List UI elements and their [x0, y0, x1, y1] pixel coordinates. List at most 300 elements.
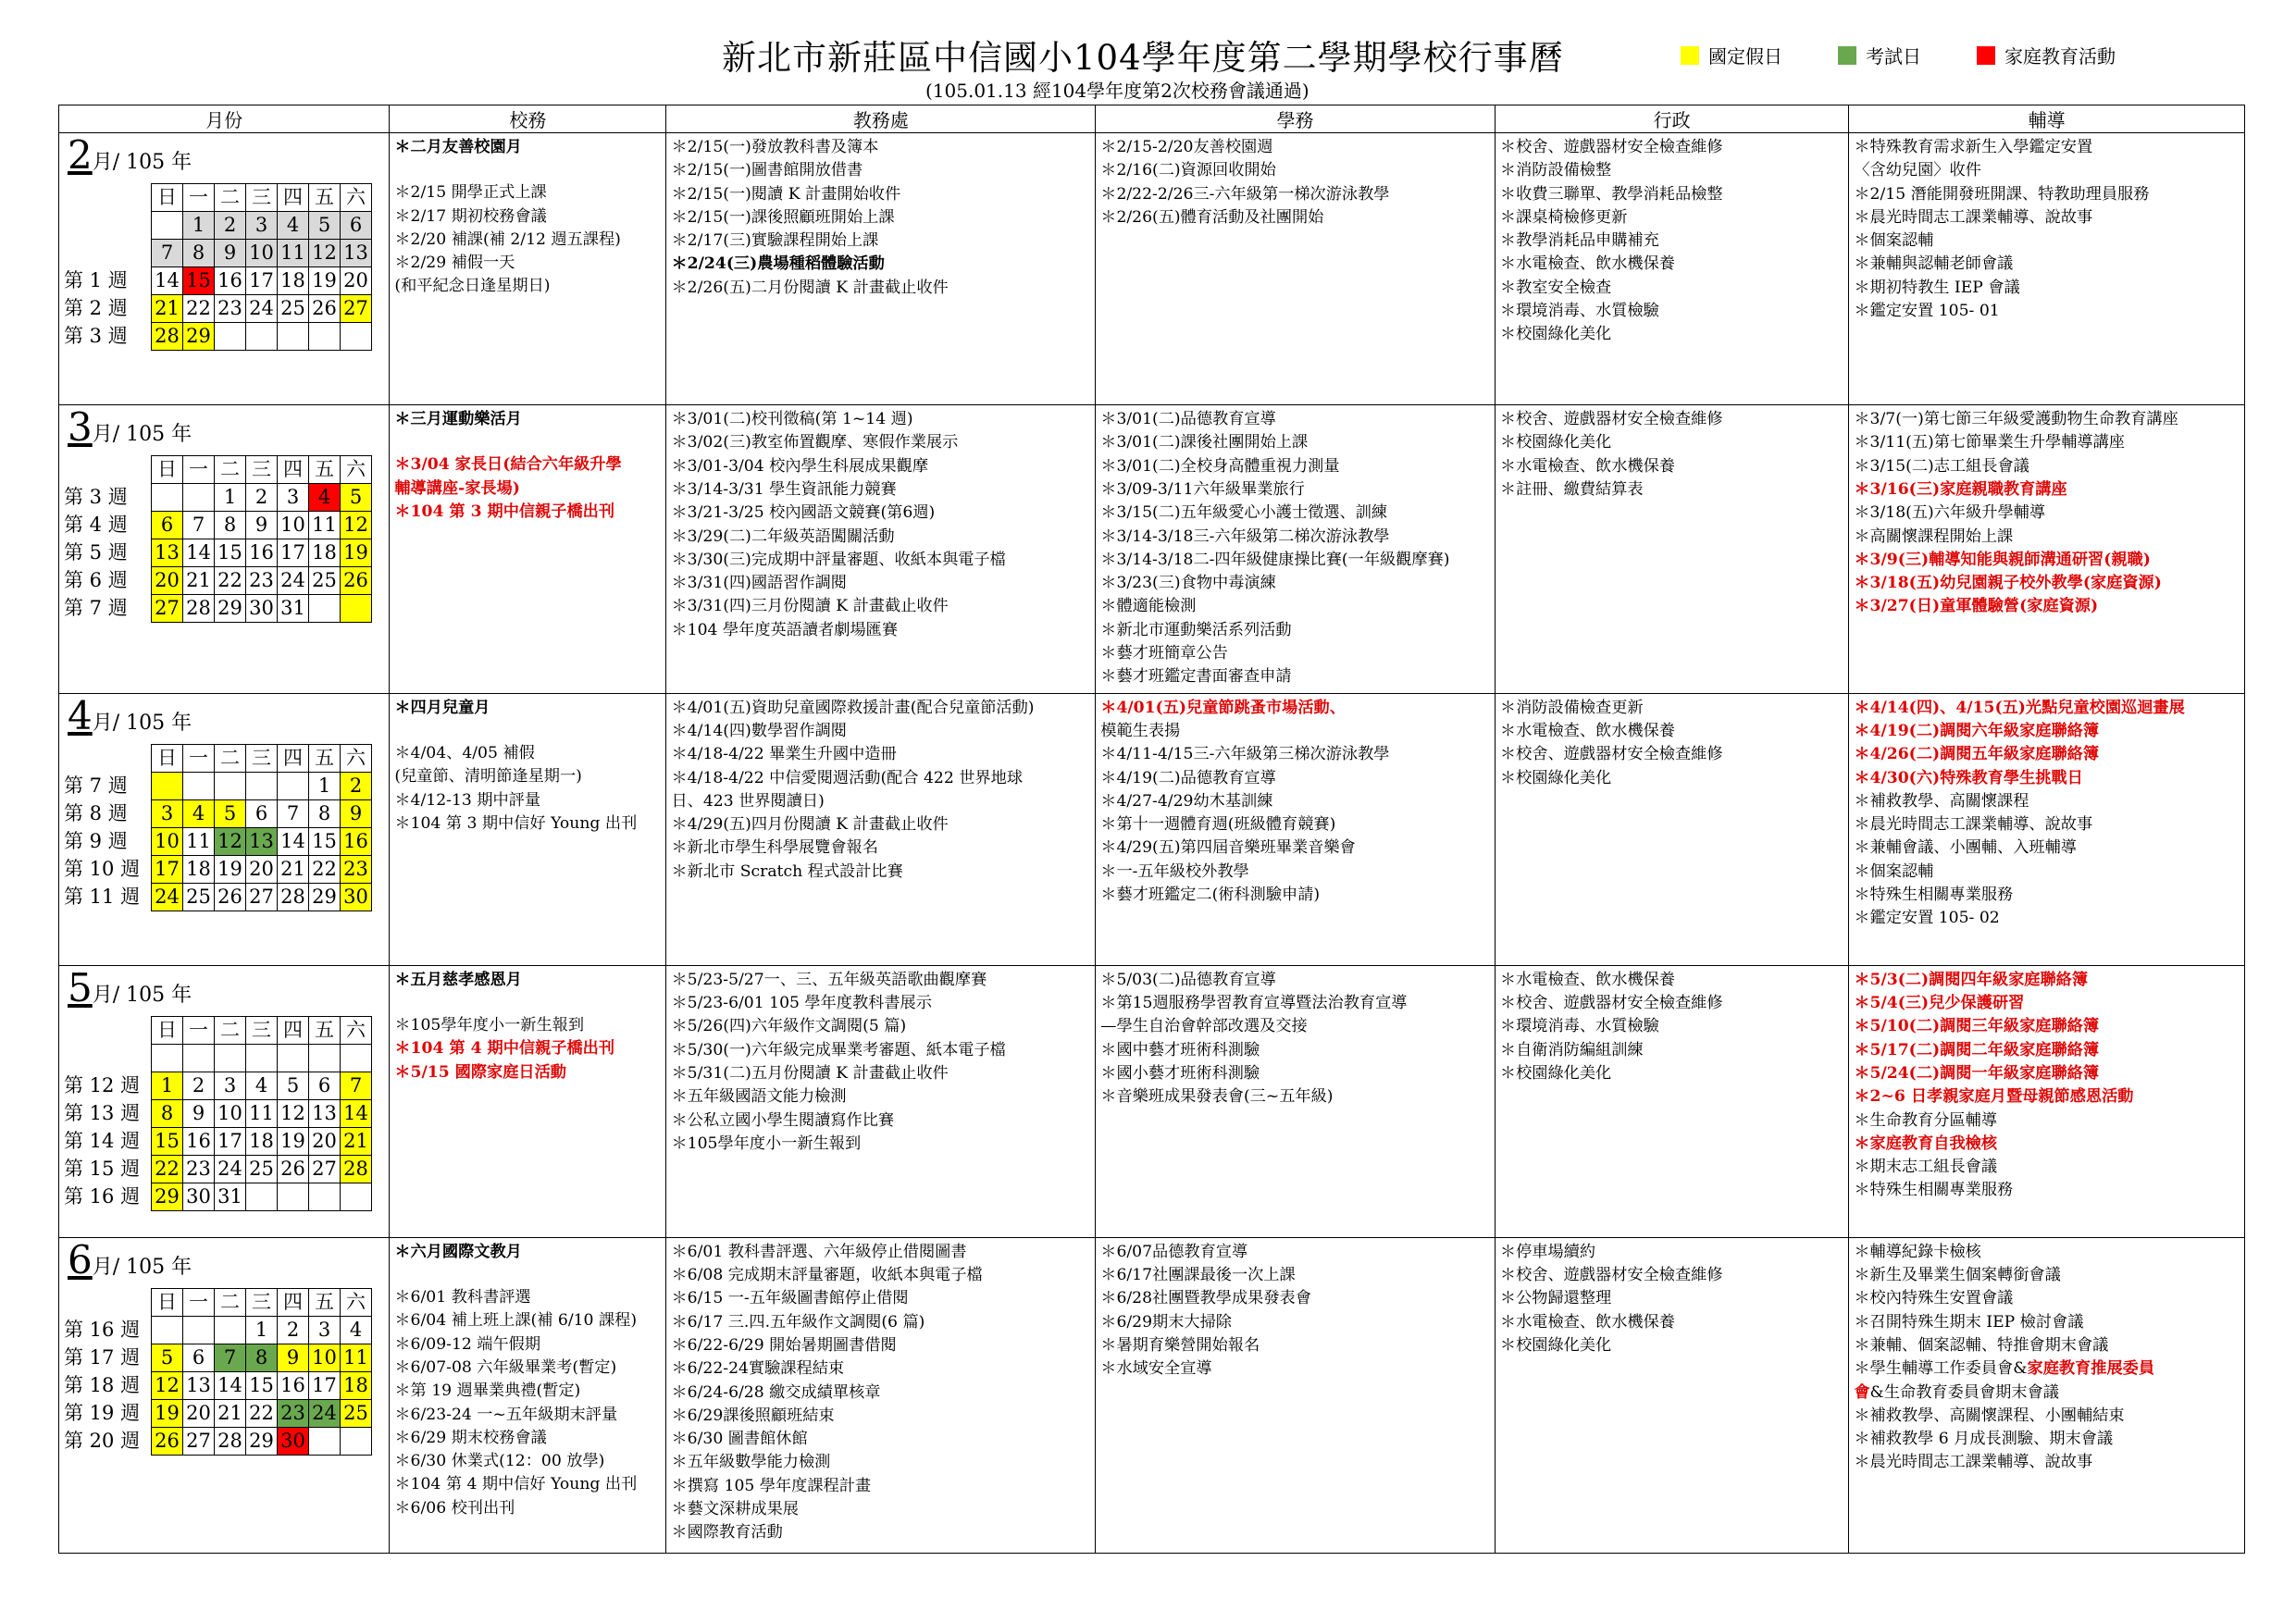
week-label: 第 14 週: [64, 1129, 141, 1152]
day-cell: 14: [215, 1372, 246, 1400]
day-cell: 19: [278, 1128, 309, 1156]
event-item: ＊3/7(一)第七節三年級愛護動物生命教育講座: [1854, 410, 2178, 429]
event-item: ＊6/07品德教育宣導: [1100, 1242, 1248, 1261]
day-cell: [309, 1183, 341, 1211]
day-cell: 13: [341, 240, 372, 267]
event-item: ＊特殊生相關專業服務: [1854, 1181, 2014, 1200]
day-cell: [341, 595, 372, 623]
academic-affairs-cell: [666, 1237, 1096, 1553]
event-item: [394, 992, 661, 1014]
weekday-header: 三: [246, 1017, 278, 1045]
day-cell: 19: [152, 1400, 183, 1428]
event-item: ＊3/31(四)國語習作調閱: [671, 574, 847, 593]
week-label: [64, 240, 152, 267]
event-item: ＊晨光時間志工課業輔導、說故事: [1854, 207, 2093, 227]
day-cell: 23: [183, 1156, 215, 1183]
week-label: 第 1 週: [64, 269, 128, 292]
day-cell: [215, 323, 246, 351]
event-item: [394, 720, 661, 742]
day-cell: 3: [215, 1072, 246, 1100]
academic-affairs-cell: [666, 965, 1096, 1237]
day-cell: 25: [278, 295, 309, 323]
month-cell: [59, 1237, 390, 1553]
week-label: 第 7 週: [64, 774, 128, 797]
day-cell: 15: [309, 827, 341, 855]
day-cell: [183, 1045, 215, 1072]
day-cell: 17: [278, 539, 309, 567]
day-cell: [341, 323, 372, 351]
week-label: 第 3 週: [64, 325, 128, 348]
event-item: (兒童節、清明節逢星期一): [394, 767, 582, 787]
week-label: [64, 456, 152, 484]
day-cell: 5: [278, 1072, 309, 1100]
day-cell: 31: [278, 595, 309, 623]
day-cell: [152, 484, 183, 512]
month-cell: [59, 133, 390, 405]
event-item: ＊6/01 教科書評選: [394, 1288, 531, 1307]
event-item: ＊5/24(二)調閱一年級家庭聯絡簿: [1854, 1063, 2100, 1083]
day-cell: 6: [246, 799, 278, 827]
day-cell: [183, 484, 215, 512]
event-item: 模範生表揚: [1100, 721, 1181, 740]
day-cell: 8: [309, 799, 341, 827]
day-cell: 19: [341, 539, 372, 567]
day-cell: 19: [215, 855, 246, 883]
student-affairs-cell: [1096, 133, 1496, 405]
day-cell: [278, 1183, 309, 1211]
month-year-label: 月/ 105 年: [92, 711, 192, 735]
event-item: [1854, 1357, 2240, 1381]
day-cell: 21: [183, 567, 215, 595]
weekday-header: 六: [341, 184, 372, 212]
month-number: 3: [68, 404, 93, 451]
day-cell: 7: [278, 799, 309, 827]
day-cell: 7: [215, 1344, 246, 1372]
day-cell: 29: [152, 1183, 183, 1211]
event-item: ＊6/23-24 一~五年級期末評量: [394, 1405, 618, 1424]
day-cell: 28: [341, 1156, 372, 1183]
event-item: ＊105學年度小一新生報到: [394, 1016, 585, 1035]
event-item: ＊6/30 休業式(12：00 放學): [394, 1452, 605, 1471]
day-cell: [309, 595, 341, 623]
week-label: [64, 1289, 152, 1317]
day-cell: [152, 772, 183, 799]
event-item: ＊3/15(二)志工組長會議: [1854, 456, 2029, 476]
weekday-header: 三: [246, 456, 278, 484]
day-cell: 13: [246, 827, 278, 855]
event-item: ＊5/23-5/27一、三、五年級英語歌曲觀摩賽: [671, 970, 987, 989]
day-cell: 12: [341, 512, 372, 539]
header-administration: 行政: [1495, 105, 1848, 133]
weekday-header: 一: [183, 456, 215, 484]
event-item: ＊3/01(二)全校身高體重視力測量: [1100, 456, 1340, 476]
day-cell: 16: [215, 267, 246, 295]
event-item: ＊鑑定安置 105- 02: [1854, 909, 2000, 928]
event-item: ＊補救教學、高關懷課程、小團輔結束: [1854, 1406, 2125, 1425]
event-item: ＊鑑定安置 105- 01: [1854, 302, 2000, 321]
day-cell: 18: [246, 1128, 278, 1156]
day-cell: 2: [278, 1317, 309, 1344]
event-item: ＊校園綠化美化: [1499, 1063, 1612, 1083]
event-item: ＊2/26(五)二月份閱讀 K 計畫截止收件: [671, 278, 949, 297]
event-item: ＊3/01(二)課後社團開始上課: [1100, 433, 1309, 452]
week-row: [64, 212, 372, 240]
academic-affairs-cell: [666, 405, 1096, 694]
event-item: ＊2/15 開學正式上課: [394, 183, 547, 203]
weekday-header-row: [64, 1017, 372, 1045]
event-item: ＊新北市運動樂活系列活動: [1100, 620, 1292, 639]
day-cell: 14: [183, 539, 215, 567]
day-cell: 30: [246, 595, 278, 623]
day-cell: 14: [278, 827, 309, 855]
day-cell: [152, 1045, 183, 1072]
week-row: [64, 883, 372, 911]
day-cell: 9: [278, 1344, 309, 1372]
month-year-label: 月/ 105 年: [92, 151, 192, 174]
event-item: ＊2/17 期初校務會議: [394, 206, 547, 226]
event-item: ＊5/17(二)調閱二年級家庭聯絡簿: [1854, 1040, 2100, 1059]
event-item: ＊校舍、遊戲器材安全檢查維修: [1499, 138, 1723, 156]
event-item: ＊兼輔與認輔老師會議: [1854, 254, 2014, 274]
day-cell: 8: [152, 1100, 183, 1128]
day-cell: 28: [183, 595, 215, 623]
event-item: ＊水電檢查、飲水機保養: [1499, 254, 1675, 274]
event-item: ＊4/26(二)調閱五年級家庭聯絡簿: [1854, 745, 2100, 764]
administration-cell: [1495, 1237, 1848, 1553]
day-cell: 15: [246, 1372, 278, 1400]
weekday-header: 六: [341, 1289, 372, 1317]
counseling-cell: [1849, 133, 2245, 405]
mini-calendar: [64, 744, 372, 911]
event-item: ＊校舍、遊戲器材安全檢查維修: [1499, 745, 1723, 764]
legend-item-holiday: [1681, 42, 1782, 68]
page-title: 新北市新莊區中信國小104學年度第二學期學校行事曆: [722, 38, 1564, 78]
school-affairs-cell: [390, 1237, 666, 1553]
day-cell: 10: [278, 512, 309, 539]
event-text: &生命教育委員會期末會議: [1869, 1382, 2059, 1402]
event-item: ＊校舍、遊戲器材安全檢查維修: [1499, 1266, 1723, 1285]
weekday-header: 日: [152, 1017, 183, 1045]
event-item: ＊停車場續約: [1499, 1242, 1596, 1261]
event-item: ＊3/18(五)幼兒園親子校外教學(家庭資源): [1854, 574, 2162, 593]
month-year-label: 月/ 105 年: [92, 1255, 192, 1279]
weekday-header: 二: [215, 744, 246, 772]
event-item: ＊104 第 4 期中信親子橋出刊: [394, 1039, 615, 1059]
event-item: ＊校園綠化美化: [1499, 768, 1612, 787]
weekday-header: 六: [341, 456, 372, 484]
weekday-header: 二: [215, 1017, 246, 1045]
student-affairs-cell: [1096, 693, 1496, 965]
day-cell: 2: [183, 1072, 215, 1100]
week-label: [64, 744, 152, 772]
event-item: ＊校園綠化美化: [1499, 433, 1612, 452]
event-item: ＊104 第 3 期中信好 Young 出刊: [394, 813, 638, 833]
event-item: ＊校舍、遊戲器材安全檢查維修: [1499, 410, 1723, 429]
week-label: 第 9 週: [64, 829, 128, 852]
event-item: ＊自衛消防編組訓練: [1499, 1040, 1644, 1059]
event-item: ＊3/16(三)家庭親職教育講座: [1854, 479, 2067, 499]
event-item: ＊藝才班鑑定二(術科測驗申請): [1100, 886, 1321, 905]
event-item: ＊2/16(二)資源回收開始: [1100, 161, 1276, 180]
day-cell: 4: [309, 484, 341, 512]
event-item: ＊3/27(日)童軍體驗營(家庭資源): [1854, 597, 2099, 616]
event-item: ＊5/03(二)品德教育宣導: [1100, 970, 1276, 989]
weekday-header: 五: [309, 1017, 341, 1045]
event-item: ＊校園綠化美化: [1499, 1335, 1612, 1355]
counseling-cell: [1849, 965, 2245, 1237]
event-item: ＊4/30(六)特殊教育學生挑戰日: [1854, 768, 2083, 787]
event-item: ＊第十一週體育週(班級體育競賽): [1100, 815, 1336, 835]
day-cell: 17: [246, 267, 278, 295]
week-row: [64, 1372, 372, 1400]
event-item: ＊個案認輔: [1854, 861, 1934, 881]
day-cell: 7: [152, 240, 183, 267]
event-item: ＊藝才班鑑定書面審查申請: [1100, 667, 1292, 687]
day-cell: 21: [215, 1400, 246, 1428]
day-cell: 20: [309, 1128, 341, 1156]
event-item: ＊3/02(三)教室佈置觀摩、寒假作業展示: [671, 433, 959, 452]
day-cell: 6: [309, 1072, 341, 1100]
legend-label: 考試日: [1866, 45, 1921, 68]
day-cell: [278, 1045, 309, 1072]
counseling-cell: [1849, 1237, 2245, 1553]
week-label: 第 5 週: [64, 541, 128, 564]
event-item: ＊補救教學 6 月成長測驗、期末會議: [1854, 1430, 2114, 1449]
day-cell: 5: [152, 1344, 183, 1372]
day-cell: 21: [341, 1128, 372, 1156]
event-item: [394, 1264, 661, 1286]
day-cell: 22: [215, 567, 246, 595]
event-item: ＊三月運動樂活月: [394, 410, 522, 429]
day-cell: 6: [152, 512, 183, 539]
event-item: ＊6/28社團暨教學成果發表會: [1100, 1289, 1311, 1308]
event-item: ＊3/9(三)輔導知能與親師溝通研習(親職): [1854, 550, 2151, 569]
event-item: ＊4/14(四)數學習作調閱: [671, 721, 847, 740]
week-label: 第 2 週: [64, 297, 128, 320]
event-item: ＊公私立國小學生閱讀寫作比賽: [671, 1110, 895, 1130]
event-text: 會: [1854, 1382, 1870, 1402]
day-cell: 8: [183, 240, 215, 267]
event-item: ＊教學消耗品申購補充: [1499, 231, 1659, 251]
day-cell: 27: [309, 1156, 341, 1183]
day-cell: 22: [309, 855, 341, 883]
day-cell: 25: [341, 1400, 372, 1428]
event-item: ＊2/20 補課(補 2/12 週五課程): [394, 229, 621, 249]
month-number: 5: [68, 965, 93, 1010]
week-row: [64, 1072, 372, 1100]
event-item: ＊六月國際文教月: [394, 1242, 522, 1261]
day-cell: [183, 772, 215, 799]
event-item: 〈含幼兒園〉收件: [1854, 161, 1981, 180]
event-item: ＊6/04 補上班上課(補 6/10 課程): [394, 1311, 638, 1331]
academic-affairs-cell: [666, 133, 1096, 405]
week-label: 第 6 週: [64, 569, 128, 592]
mini-calendar: [64, 455, 372, 623]
event-item: ＊5/10(二)調閱三年級家庭聯絡簿: [1854, 1017, 2100, 1036]
event-item: ＊藝才班簡章公告: [1100, 644, 1228, 663]
event-item: ＊4/04、4/05 補假: [394, 743, 535, 762]
day-cell: 25: [183, 883, 215, 911]
event-item: ＊3/30(三)完成期中評量審題、收紙本與電子檔: [671, 550, 1006, 569]
administration-cell: [1495, 405, 1848, 694]
week-row: [64, 323, 372, 351]
week-label: 第 7 週: [64, 597, 128, 620]
week-label: 第 13 週: [64, 1101, 141, 1124]
weekday-header: 二: [215, 184, 246, 212]
event-item: ＊2/15(一)閱讀 K 計畫開始收件: [671, 184, 901, 204]
day-cell: [246, 323, 278, 351]
event-item: ＊高關懷課程開始上課: [1854, 527, 2014, 546]
weekday-header-row: [64, 456, 372, 484]
event-item: ＊水電檢查、飲水機保養: [1499, 721, 1675, 740]
day-cell: 3: [246, 212, 278, 240]
day-cell: [278, 772, 309, 799]
day-cell: 3: [152, 799, 183, 827]
week-label: 第 16 週: [64, 1318, 141, 1341]
day-cell: 19: [309, 267, 341, 295]
weekday-header: 日: [152, 456, 183, 484]
day-cell: 1: [183, 212, 215, 240]
week-row: [64, 1128, 372, 1156]
event-item: ＊4/12-13 期中評量: [394, 790, 541, 810]
week-row: [64, 1428, 372, 1456]
administration-cell: [1495, 965, 1848, 1237]
legend-swatch: [1838, 46, 1856, 65]
day-cell: 21: [278, 855, 309, 883]
day-cell: [341, 1183, 372, 1211]
week-label: 第 3 週: [64, 486, 128, 509]
day-cell: 22: [246, 1400, 278, 1428]
week-row: [64, 1156, 372, 1183]
day-cell: [246, 772, 278, 799]
week-row: [64, 267, 372, 295]
day-cell: 11: [309, 512, 341, 539]
week-label: 第 18 週: [64, 1373, 141, 1396]
day-cell: 16: [183, 1128, 215, 1156]
weekday-header: 四: [278, 184, 309, 212]
event-item: [1854, 1381, 2240, 1405]
day-cell: 30: [341, 883, 372, 911]
day-cell: 30: [278, 1428, 309, 1456]
event-item: ＊6/30 圖書館休館: [671, 1430, 808, 1449]
event-item: (和平紀念日逢星期日): [394, 277, 551, 296]
administration-cell: [1495, 133, 1848, 405]
weekday-header: 三: [246, 1289, 278, 1317]
event-item: ＊五月慈孝感恩月: [394, 970, 522, 989]
weekday-header: 六: [341, 744, 372, 772]
day-cell: [215, 1317, 246, 1344]
day-cell: [152, 212, 183, 240]
day-cell: 10: [309, 1344, 341, 1372]
weekday-header: 五: [309, 1289, 341, 1317]
event-item: ＊4/01(五)資助兒童國際救援計畫(配合兒童節活動): [671, 698, 1035, 717]
day-cell: 2: [215, 212, 246, 240]
day-cell: 31: [215, 1183, 246, 1211]
week-row: [64, 295, 372, 323]
mini-calendar: [64, 183, 372, 351]
academic-affairs-cell: [666, 693, 1096, 965]
weekday-header: 日: [152, 1289, 183, 1317]
month-heading: [64, 404, 384, 451]
day-cell: 9: [341, 799, 372, 827]
event-item: ＊特殊教育需求新生入學鑑定安置: [1854, 138, 2093, 156]
event-item: ＊6/01 教科書評選、六年級停止借閱圖書: [671, 1242, 967, 1261]
legend-label: 國定假日: [1708, 45, 1782, 68]
event-item: ＊校園綠化美化: [1499, 325, 1612, 344]
day-cell: 3: [309, 1317, 341, 1344]
day-cell: 26: [309, 295, 341, 323]
day-cell: [341, 1045, 372, 1072]
event-item: ＊兼輔會議、小團輔、入班輔導: [1854, 838, 2077, 858]
day-cell: 23: [215, 295, 246, 323]
day-cell: 12: [215, 827, 246, 855]
day-cell: 14: [152, 267, 183, 295]
mini-calendar: [64, 1016, 372, 1211]
day-cell: [215, 1045, 246, 1072]
day-cell: 8: [215, 512, 246, 539]
week-label: 第 4 週: [64, 514, 128, 537]
day-cell: 21: [152, 295, 183, 323]
event-item: ＊藝文深耕成果展: [671, 1500, 799, 1519]
event-item: ＊二月友善校園月: [394, 138, 522, 156]
week-row: [64, 567, 372, 595]
day-cell: 27: [183, 1428, 215, 1456]
event-item: ＊5/3(二)調閱四年級家庭聯絡簿: [1854, 970, 2089, 989]
weekday-header: 三: [246, 744, 278, 772]
event-item: ＊國中藝才班術科測驗: [1100, 1040, 1260, 1059]
header-school-affairs: 校務: [390, 105, 666, 133]
event-item: ＊2/22-2/26三-六年級第一梯次游泳教學: [1100, 184, 1390, 204]
weekday-header: 二: [215, 456, 246, 484]
day-cell: 18: [341, 1372, 372, 1400]
day-cell: 15: [215, 539, 246, 567]
week-label: [64, 184, 152, 212]
event-item: ＊五年級國語文能力檢測: [671, 1087, 847, 1107]
day-cell: 20: [246, 855, 278, 883]
weekday-header: 五: [309, 744, 341, 772]
day-cell: 4: [278, 212, 309, 240]
event-item: ＊期末志工組長會議: [1854, 1158, 1998, 1177]
day-cell: 20: [183, 1400, 215, 1428]
weekday-header: 五: [309, 456, 341, 484]
week-row: [64, 1045, 372, 1072]
event-item: ＊個案認輔: [1854, 231, 1934, 251]
legend-item-family: [1977, 42, 2116, 68]
student-affairs-cell: [1096, 1237, 1496, 1553]
week-row: [64, 512, 372, 539]
event-item: ＊晨光時間志工課業輔導、說故事: [1854, 815, 2093, 835]
event-item: ＊2/29 補假一天: [394, 254, 515, 273]
day-cell: 29: [246, 1428, 278, 1456]
event-item: ＊2/26(五)體育活動及社團開始: [1100, 207, 1324, 227]
event-item: ＊校內特殊生安置會議: [1854, 1289, 2014, 1308]
event-item: ＊3/21-3/25 校內國語文競賽(第6週): [671, 503, 936, 523]
event-item: ＊2/15-2/20友善校園週: [1100, 138, 1273, 156]
day-cell: 29: [215, 595, 246, 623]
counseling-cell: [1849, 405, 2245, 694]
day-cell: 11: [183, 827, 215, 855]
week-row: [64, 772, 372, 799]
event-item: ＊3/14-3/31 學生資訊能力競賽: [671, 479, 897, 499]
day-cell: 26: [278, 1156, 309, 1183]
day-cell: 28: [278, 883, 309, 911]
event-item: ＊2/15(一)發放教科書及簿本: [671, 138, 879, 156]
month-year-label: 月/ 105 年: [92, 983, 192, 1007]
event-item: ＊5/31(二)五月份閱讀 K 計畫截止收件: [671, 1063, 949, 1083]
weekday-header: 日: [152, 744, 183, 772]
weekday-header: 日: [152, 184, 183, 212]
weekday-header: 四: [278, 456, 309, 484]
